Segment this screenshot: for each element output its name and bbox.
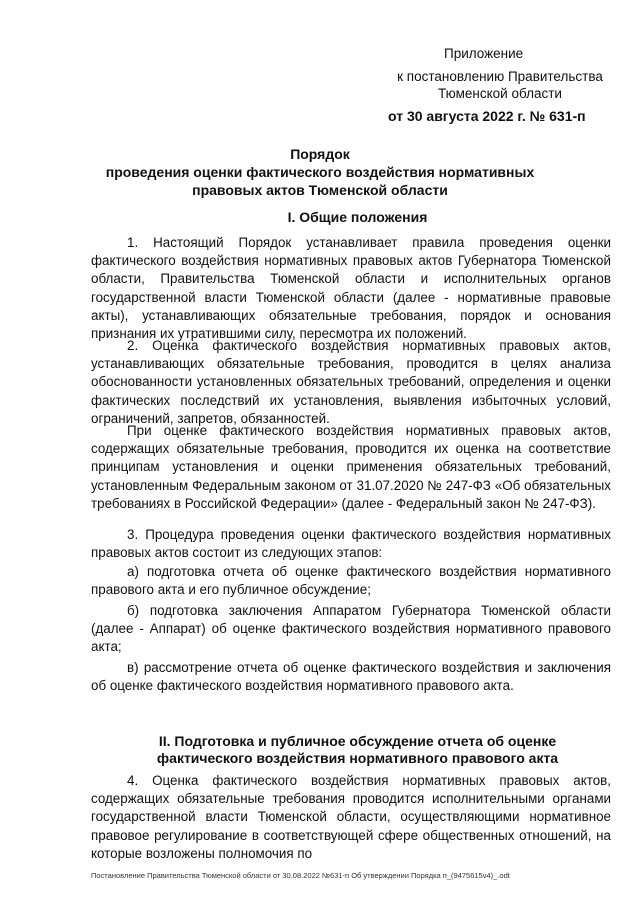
document-subtitle-line2: правовых актов Тюменской области (192, 182, 448, 198)
appendix-date-number: от 30 августа 2022 г. № 631-п (388, 108, 586, 124)
paragraph-6: б) подготовка заключения Аппаратом Губернатора Тюменской области (далее - Аппарат) об оценке фактического воздействия нормативного правового акта; (91, 603, 611, 655)
document-title: Порядок (290, 146, 350, 162)
section-heading-2-line2: фактического воздействия нормативного правового акта (156, 750, 559, 766)
appendix-region: Тюменской области (438, 86, 562, 101)
document-subtitle-line1: проведения оценки фактического воздействия нормативных (105, 164, 535, 180)
paragraph-2: 2. Оценка фактического воздействия нормативных правовых актов, устанавливающих обязательные требования, проводится в целях анализа обоснованности установленных обязательных требований, определения и оценки фактических последствий их установления, выявления избыточных условий, ограничений, запретов, обязанностей. (91, 338, 611, 426)
paragraph-7: в) рассмотрение отчета об оценке фактического воздействия и заключения об оценке фактического воздействия нормативного правового акта. (91, 660, 611, 694)
section-heading-2-line1: II. Подготовка и публичное обсуждение отчета об оценке (158, 733, 557, 749)
appendix-resolution: к постановлению Правительства (397, 69, 603, 84)
paragraph-1: 1. Настоящий Порядок устанавливает правила проведения оценки фактического воздействия нормативных правовых актов Губернатора Тюменской области, Правительства Тюменской области и исполнительных органов государственной власти Тюменской области (далее - нормативные правовые акты), устанавливающих обязательные требования, порядок и основания признания их утратившими силу, пересмотра их положений. (91, 235, 611, 342)
paragraph-8: 4. Оценка фактического воздействия нормативных правовых актов, содержащих обязательные требования проводится исполнительными органами государственной власти Тюменской области, осуществляющими нормативное правовое регулирование в соответствующей сфере общественных отношений, на которые возложены полномочия по (91, 773, 611, 861)
appendix-label: Приложение (444, 46, 524, 61)
page-footer: Постановление Правительства Тюменской области от 30.08.2022 №631-п Об утверждении Порядка п_(9475615v4)_.odt (91, 871, 510, 880)
paragraph-5: а) подготовка отчета об оценке фактического воздействия нормативного правового акта и его публичное обсуждение; (91, 564, 611, 598)
section-heading-1: I. Общие положения (287, 209, 428, 225)
paragraph-4: 3. Процедура проведения оценки фактического воздействия нормативных правовых актов состоит из следующих этапов: (91, 527, 611, 561)
paragraph-3: При оценке фактического воздействия нормативных правовых актов, содержащих обязательные требования, проводится их оценка на соответствие принципам установления и оценки применения обязательных требований, установленным Федеральным законом от 31.07.2020 № 247-ФЗ «Об обязательных требованиях в Российской Федерации» (далее - Федеральный закон № 247-ФЗ). (91, 423, 611, 511)
